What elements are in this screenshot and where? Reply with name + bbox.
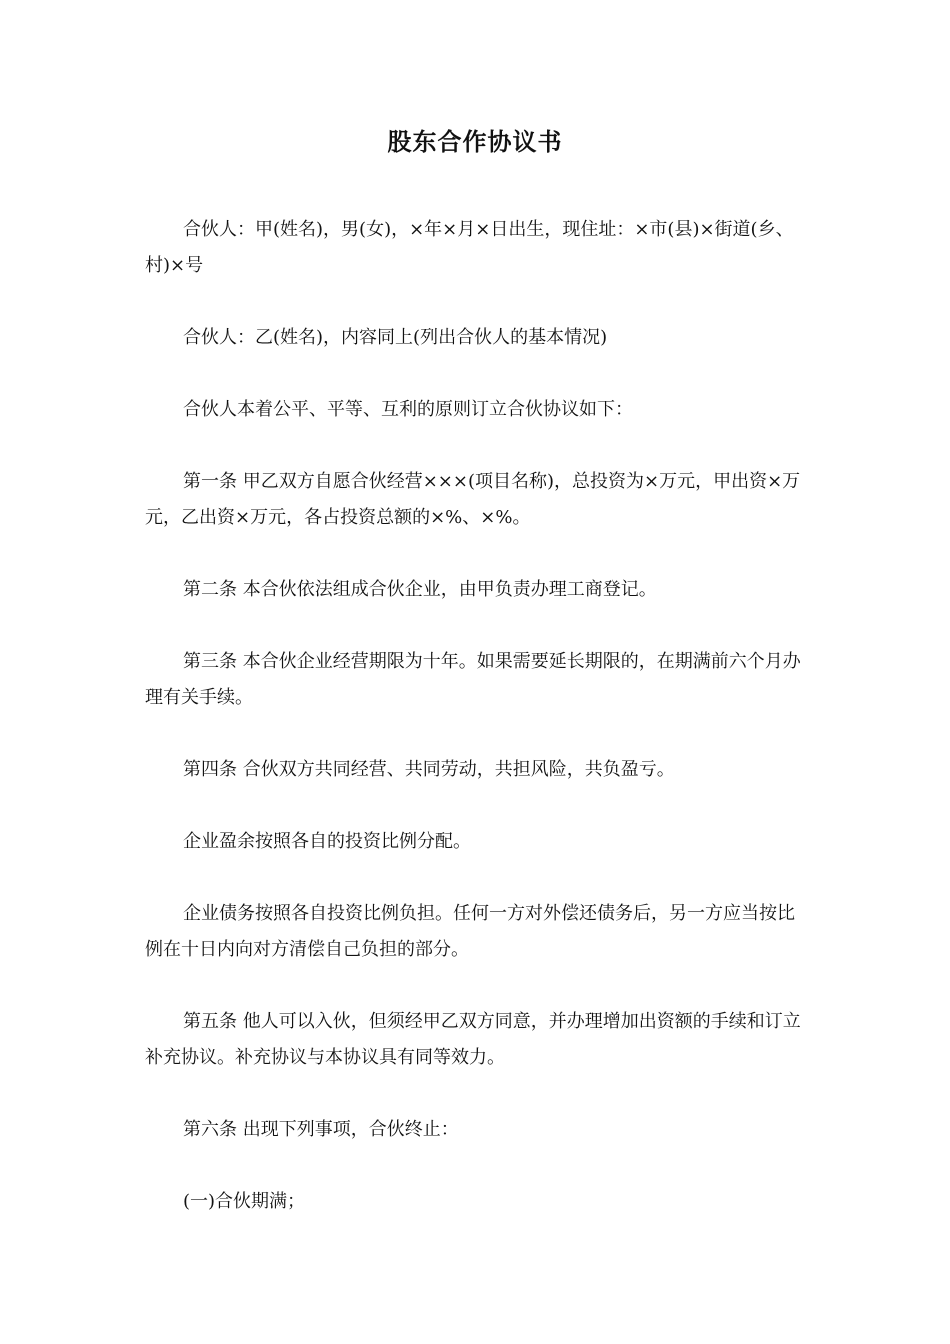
paragraph-article-2: 第二条 本合伙依法组成合伙企业，由甲负责办理工商登记。	[183, 579, 657, 600]
document-title: 股东合作协议书	[387, 127, 563, 156]
paragraph-preamble: 合伙人本着公平、平等、互利的原则订立合伙协议如下：	[183, 399, 633, 420]
paragraph-debt-sharing: 企业债务按照各自投资比例负担。任何一方对外偿还债务后，另一方应当按比例在十日内向对方清偿自己负担的部分。	[145, 903, 795, 960]
paragraph-article-6: 第六条 出现下列事项，合伙终止：	[183, 1119, 459, 1140]
paragraph-item-1: (一)合伙期满；	[183, 1191, 306, 1212]
paragraph-article-5: 第五条 他人可以入伙，但须经甲乙双方同意，并办理增加出资额的手续和订立补充协议。补充协议与本协议具有同等效力。	[145, 1011, 801, 1068]
paragraph-article-1: 第一条 甲乙双方自愿合伙经营×××(项目名称)，总投资为×万元，甲出资×万元，乙出资×万元，各占投资总额的×%、×%。	[145, 471, 801, 528]
paragraph-profit-distribution: 企业盈余按照各自的投资比例分配。	[183, 831, 471, 852]
paragraph-partner-a: 合伙人：甲(姓名)，男(女)，×年×月×日出生，现住址：×市(县)×街道(乡、村)×号	[145, 219, 794, 276]
paragraph-article-3: 第三条 本合伙企业经营期限为十年。如果需要延长期限的，在期满前六个月办理有关手续。	[145, 651, 801, 708]
paragraph-partner-b: 合伙人：乙(姓名)，内容同上(列出合伙人的基本情况)	[183, 327, 608, 348]
paragraph-article-4: 第四条 合伙双方共同经营、共同劳动，共担风险，共负盈亏。	[183, 759, 675, 780]
